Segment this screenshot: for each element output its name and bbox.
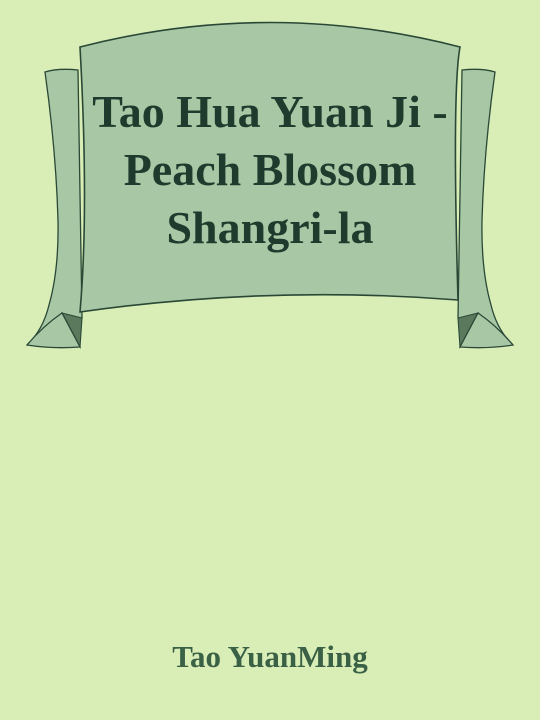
title-area — [84, 52, 456, 288]
author-name: Tao YuanMing — [172, 639, 368, 674]
banner-left-tail — [27, 69, 82, 347]
banner-right-tail — [458, 69, 513, 347]
book-title: Tao Hua Yuan Ji - Peach Blossom Shangri-la — [92, 86, 448, 253]
